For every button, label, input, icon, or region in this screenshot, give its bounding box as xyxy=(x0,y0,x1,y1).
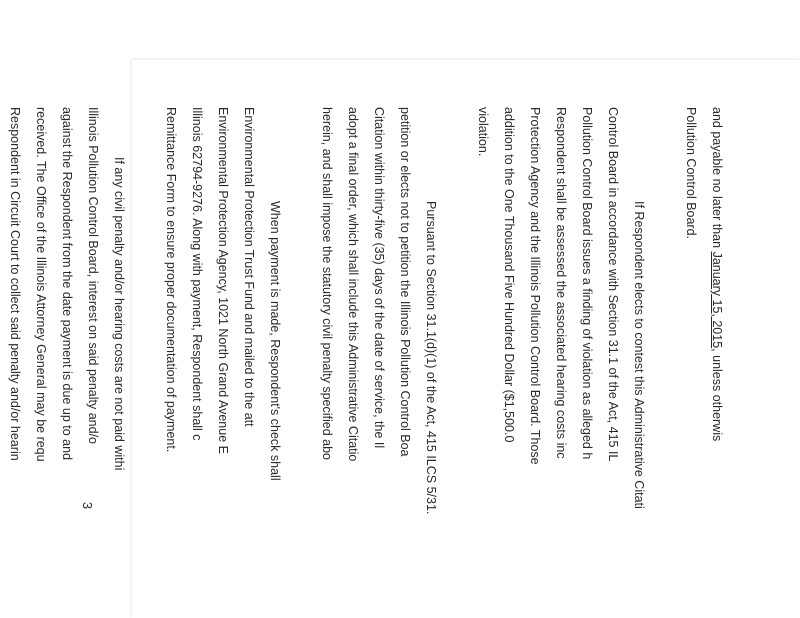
blank-line xyxy=(444,107,470,618)
text-line-10: Pursuant to Section 31.1(d)(1) of the Act, 415 ILCS 5/31. xyxy=(424,201,438,515)
text-line-22: against the Respondent from the date payment is due up to and xyxy=(60,107,74,461)
text-line-17: Environmental Protection Agency, 1021 North Grand Avenue E xyxy=(216,107,230,454)
text-line-18: Illinois 62794-9276. Along with payment, Respondent shall c xyxy=(190,107,204,441)
blank-line xyxy=(132,107,158,618)
text-line-8: addition to the One Thousand Five Hundred Dollar ($1,500.0 xyxy=(502,107,516,443)
text-line-12: Citation within thirty-five (35) days of the date of service, the Il xyxy=(372,107,386,449)
text-line-5: Pollution Control Board issues a finding of violation as alleged h xyxy=(580,107,594,460)
text-line-24: Respondent in Circuit Court to collect said penalty and/or hearin xyxy=(8,107,22,461)
page-number: 3 xyxy=(80,501,96,510)
text-line-3: If Respondent elects to contest this Administrative Citati xyxy=(632,201,646,509)
text-line-15: When payment is made, Respondent's check shall xyxy=(268,201,282,481)
text-line-9: violation. xyxy=(476,107,490,157)
blank-line xyxy=(652,107,678,618)
rotated-body-text xyxy=(2,107,730,618)
text-line-7: Protection Agency and the Illinois Pollution Control Board. Those xyxy=(528,107,542,465)
text-line-6: Respondent shall be assessed the associated hearing costs inc xyxy=(554,107,568,459)
text-line-11: petition or elects not to petition the Illinois Pollution Control Boa xyxy=(398,107,412,457)
text-line-1: and payable no later than January 15, 2015, unless otherwis xyxy=(710,107,724,442)
text-line-4: Control Board in accordance with Section 31.1 of the Act, 415 IL xyxy=(606,107,620,462)
blank-line xyxy=(288,107,314,618)
text-line-2: Pollution Control Board. xyxy=(684,107,698,240)
due-date: January 15, 2015, xyxy=(710,251,724,352)
text-line-21: Illinois Pollution Control Board, interest on said penalty and/o xyxy=(86,107,100,445)
text-line-13: adopt a final order, which shall include this Administrative Citatio xyxy=(346,107,360,462)
text-line-19: Remittance Form to ensure proper documentation of payment. xyxy=(164,107,178,453)
text-line-14: herein, and shall impose the statutory civil penalty specified abo xyxy=(320,107,334,460)
text-line-23: received. The Office of the Illinois Attorney General may be requ xyxy=(34,107,48,462)
text-line-16: Environmental Protection Trust Fund and mailed to the att xyxy=(242,107,256,427)
text-line-20: If any civil penalty and/or hearing costs are not paid withi xyxy=(112,157,126,471)
